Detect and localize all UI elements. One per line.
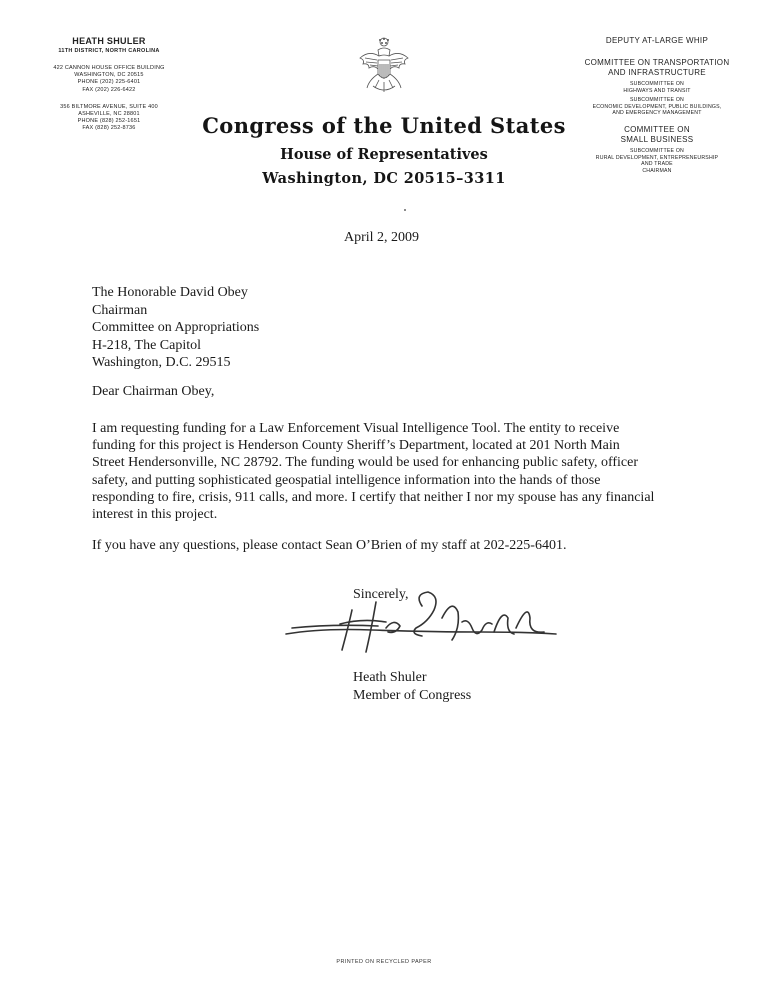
- recycled-paper-note: PRINTED ON RECYCLED PAPER: [336, 959, 432, 965]
- subcommittee-line: SUBCOMMITTEE ON: [629, 147, 684, 154]
- committee-line: SMALL BUSINESS: [620, 134, 694, 144]
- committee-small-business: [578, 125, 736, 145]
- subcommittee-line: AND TRADE: [641, 161, 673, 168]
- subcommittee-economic: [578, 97, 736, 117]
- subcommittee-rural: [578, 148, 736, 174]
- subcommittee-line: AND EMERGENCY MANAGEMENT: [612, 110, 702, 117]
- subcommittee-line: HIGHWAYS AND TRANSIT: [623, 87, 691, 94]
- city-zip-line: Washington, DC 20515–3311: [262, 170, 506, 187]
- member-name: HEATH SHULER: [72, 36, 146, 46]
- subcommittee-line: CHAIRMAN: [642, 167, 672, 174]
- house-title: House of Representatives: [280, 146, 488, 163]
- subcommittee-highways: [578, 81, 736, 94]
- mark-dot: [404, 209, 406, 211]
- recipient-line: H-218, The Capitol: [92, 337, 202, 353]
- signer-name: Heath Shuler: [353, 670, 427, 685]
- handwritten-signature: [282, 588, 560, 660]
- body-line: Street Hendersonville, NC 28792. The funding would be used for enhancing public safety, officer: [92, 455, 638, 471]
- district-office-line: ASHEVILLE, NC 28801: [78, 111, 140, 118]
- signer-title: Member of Congress: [353, 688, 472, 703]
- body-line: responding to fire, crisis, 911 calls, and more. I certify that neither I nor my spouse has any financial: [92, 489, 655, 505]
- dc-office-line: PHONE (202) 225-6401: [77, 79, 141, 86]
- committee-line: COMMITTEE ON: [624, 124, 690, 134]
- salutation: Dear Chairman Obey,: [92, 384, 215, 399]
- recipient-line: Chairman: [92, 302, 148, 318]
- subcommittee-line: RURAL DEVELOPMENT, ENTREPRENEURSHIP: [595, 154, 719, 161]
- dc-office-line: FAX (202) 226-6422: [82, 86, 136, 93]
- dc-office-address: [28, 65, 190, 94]
- signer-block: [353, 669, 471, 705]
- recipient-line: The Honorable David Obey: [92, 285, 248, 300]
- letter-date: April 2, 2009: [344, 230, 420, 245]
- dc-office-line: 422 CANNON HOUSE OFFICE BUILDING: [53, 65, 165, 71]
- body-line: safety, and putting sophisticated geospatial intelligence information into the hands of those: [92, 472, 601, 488]
- subcommittee-line: SUBCOMMITTEE ON: [629, 81, 684, 87]
- district-office-line: PHONE (828) 252-1651: [77, 118, 141, 125]
- district-office-line: 356 BILTMORE AVENUE, SUITE 400: [60, 103, 158, 110]
- body-paragraph: [92, 420, 655, 523]
- subcommittee-line: SUBCOMMITTEE ON: [629, 97, 684, 104]
- congress-title: Congress of the United States: [202, 113, 566, 138]
- district-office-address: [28, 104, 190, 133]
- committee-line: AND INFRASTRUCTURE: [608, 68, 706, 77]
- body-line: interest in this project.: [92, 507, 218, 523]
- body-line: I am requesting funding for a Law Enforcement Visual Intelligence Tool. The entity to receive: [92, 421, 620, 436]
- committee-line: COMMITTEE ON TRANSPORTATION: [584, 58, 730, 67]
- closing: Sincerely,: [353, 587, 409, 602]
- whip-role: DEPUTY AT-LARGE WHIP: [605, 36, 709, 45]
- recipient-line: Washington, D.C. 29515: [92, 355, 231, 370]
- recipient-line: Committee on Appropriations: [92, 320, 260, 335]
- subcommittee-line: ECONOMIC DEVELOPMENT, PUBLIC BUILDINGS,: [592, 103, 722, 110]
- committee-transportation: [578, 58, 736, 78]
- committee-block: [578, 36, 736, 174]
- recipient-address: [92, 284, 259, 372]
- dc-office-line: WASHINGTON, DC 20515: [74, 72, 144, 79]
- district-office-line: FAX (828) 252-8736: [82, 125, 136, 132]
- contact-paragraph: If you have any questions, please contact Sean O’Brien of my staff at 202-225-6401.: [92, 538, 567, 553]
- body-line: funding for this project is Henderson County Sheriff’s Department, located at 201 North Main: [92, 438, 620, 454]
- member-contact-block: [28, 36, 190, 133]
- member-district: 11TH DISTRICT, NORTH CAROLINA: [58, 48, 160, 54]
- great-seal-icon: [357, 36, 411, 102]
